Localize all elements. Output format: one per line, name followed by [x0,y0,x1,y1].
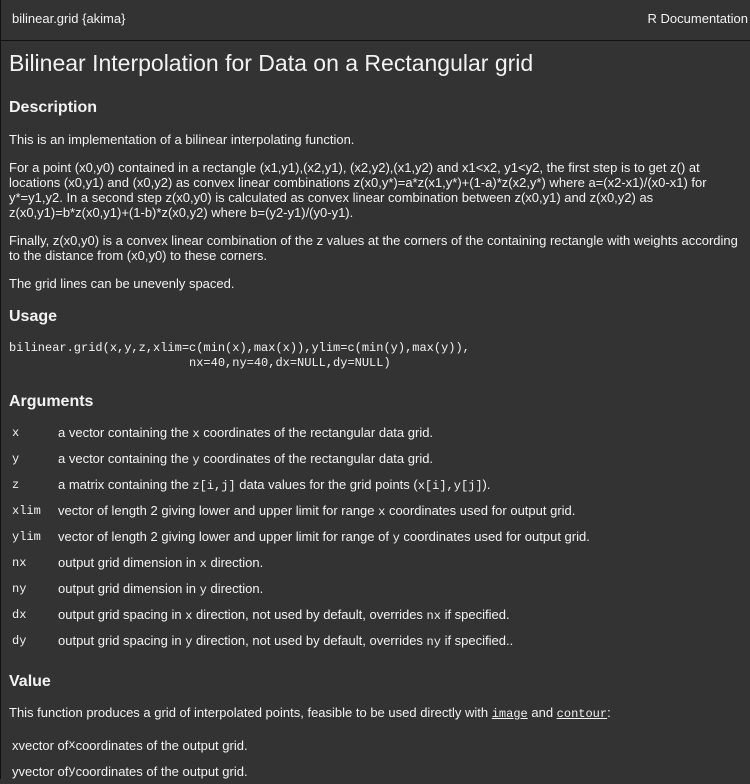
header-divider [0,40,750,41]
doc-label: R Documentation [647,11,748,26]
arg-desc: a vector containing the y coordinates of the rectangular data grid. [58,451,434,467]
left-border [0,0,1,779]
description-p1: This is an implementation of a bilinear interpolating function. [9,132,355,147]
arg-name: dx [12,608,27,622]
image-link[interactable]: image [491,707,528,721]
arguments-heading: Arguments [9,393,94,410]
header-bar [0,0,750,40]
arg-desc: vector of length 2 giving lower and upper limit for range x coordinates used for output grid. [58,503,576,519]
arg-name: y [12,452,20,466]
arg-row-z [9,472,744,498]
arg-row-x [9,420,744,446]
arg-row-ny [9,576,744,602]
arg-name: xlim [12,504,41,518]
description-heading: Description [9,99,98,116]
value-intro: This function produces a grid of interpolated points, feasible to be used directly with image and contour: [9,705,611,721]
arg-row-dx [9,602,744,628]
arguments-list [9,420,744,654]
arg-desc: a vector containing the x coordinates of the rectangular data grid. [58,425,434,441]
contour-link[interactable]: contour [556,707,608,721]
description-p3: Finally, z(x0,y0) is a convex linear combination of the z values at the corners of the containing rectangle with weights according to the distance from (x0,y0) to these corners. [9,233,738,263]
value-heading: Value [9,673,51,690]
arg-desc: output grid dimension in y direction. [58,581,264,597]
value-item-x: x vector of x coordinates of the output grid. [12,737,248,753]
doc-content [9,48,744,784]
arg-row-nx [9,550,744,576]
topic-label: bilinear.grid {akima} [12,11,126,26]
arg-name: z [12,478,20,492]
page-title: Bilinear Interpolation for Data on a Rectangular grid [9,50,534,76]
arg-desc: vector of length 2 giving lower and upper limit for range of y coordinates used for output grid. [58,529,590,545]
usage-code: bilinear.grid(x,y,z,xlim=c(min(x),max(x)),ylim=c(min(y),max(y)), nx=40,ny=40,dx=NULL,dy=NULL) [9,341,470,370]
arg-desc: a matrix containing the z[i,j] data values for the grid points (x[i],y[j]). [58,477,491,493]
description-p4: The grid lines can be unevenly spaced. [9,276,235,291]
description-p2: For a point (x0,y0) contained in a rectangle (x1,y1),(x2,y1), (x2,y2),(x1,y2) and x1<x2, y1<y2, the first step is to get z() at locations (x0,y1) and (x0,y2) as convex linear combinations z(x0,y*)=a*z(x1,y*)+(1-a)*z(x2,y*) where a=(x2-x1)/(x0-x1) for y*=y1,y2. In a second step z(x0,y0) is calculated as convex linear combination between z(x0,y1) and z(x0,y2) as z(x0,y1)=b*z(x0,y1)+(1-b)*z(x0,y2) where b=(y2-y1)/(y0-y1). [9,160,707,220]
arg-name: ny [12,582,27,596]
arg-row-y [9,446,744,472]
arg-row-ylim [9,524,744,550]
arg-row-dy [9,628,744,654]
arg-name: nx [12,556,27,570]
usage-heading: Usage [9,308,58,325]
arg-desc: output grid spacing in y direction, not used by default, overrides ny if specified.. [58,633,514,649]
arg-desc: output grid dimension in x direction. [58,555,264,571]
arg-name: x [12,426,20,440]
value-item-y: y vector of y coordinates of the output grid. [12,763,248,779]
arg-row-xlim [9,498,744,524]
arg-desc: output grid spacing in x direction, not used by default, overrides nx if specified. [58,607,510,623]
arg-name: ylim [12,530,41,544]
arg-name: dy [12,634,27,648]
